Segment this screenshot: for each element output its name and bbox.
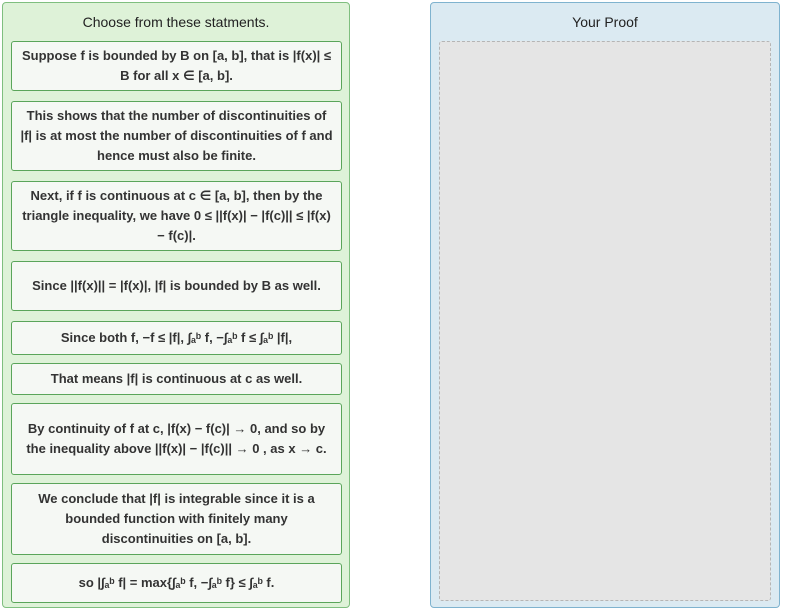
statement-card-8[interactable] (11, 483, 342, 555)
statements-panel-title: Choose from these statments. (82, 14, 270, 30)
statement-card-1[interactable] (11, 41, 342, 91)
statement-text-6: That means |f| is continuous at c as well. (50, 371, 303, 386)
statement-text-5: Since both f, −f ≤ |f|, ∫ₐᵇ f, −∫ₐᵇ f ≤ ∫ₐᵇ |f|, (60, 330, 293, 345)
statement-text-8: We conclude that |f| is integrable since it is a bounded function with finitely many discontinuities on [a, b]. (38, 491, 315, 546)
statements-panel (2, 2, 350, 608)
proof-panel (430, 2, 780, 608)
statement-card-9[interactable] (11, 563, 342, 603)
proof-panel-title: Your Proof (572, 14, 638, 30)
statement-card-5[interactable] (11, 321, 342, 355)
statement-card-3[interactable] (11, 181, 342, 251)
statement-text-4: Since ||f(x)|| = |f(x)|, |f| is bounded by B as well. (32, 278, 321, 293)
statement-text-2: This shows that the number of discontinuities of |f| is at most the number of discontinuities of f and hence must also be finite. (20, 108, 333, 163)
proof-dropzone[interactable] (439, 41, 771, 601)
statement-card-6[interactable] (11, 363, 342, 395)
statement-text-3: Next, if f is continuous at c ∈ [a, b], then by the triangle inequality, we have 0 ≤ ||f(x)| − |f(c)|| ≤ |f(x) − f(c)|. (22, 188, 331, 243)
statement-card-2[interactable] (11, 101, 342, 171)
statement-text-1: Suppose f is bounded by B on [a, b], that is |f(x)| ≤ B for all x ∈ [a, b]. (21, 48, 332, 83)
statement-card-7[interactable] (11, 403, 342, 475)
statement-text-7: By continuity of f at c, |f(x) − f(c)| → 0, and so by the inequality above ||f(x)| − |f(c)|| → 0 , as x → c. (26, 421, 327, 456)
statement-card-4[interactable] (11, 261, 342, 311)
statement-text-9: so |∫ₐᵇ f| = max{∫ₐᵇ f, −∫ₐᵇ f} ≤ ∫ₐᵇ f. (78, 575, 275, 590)
